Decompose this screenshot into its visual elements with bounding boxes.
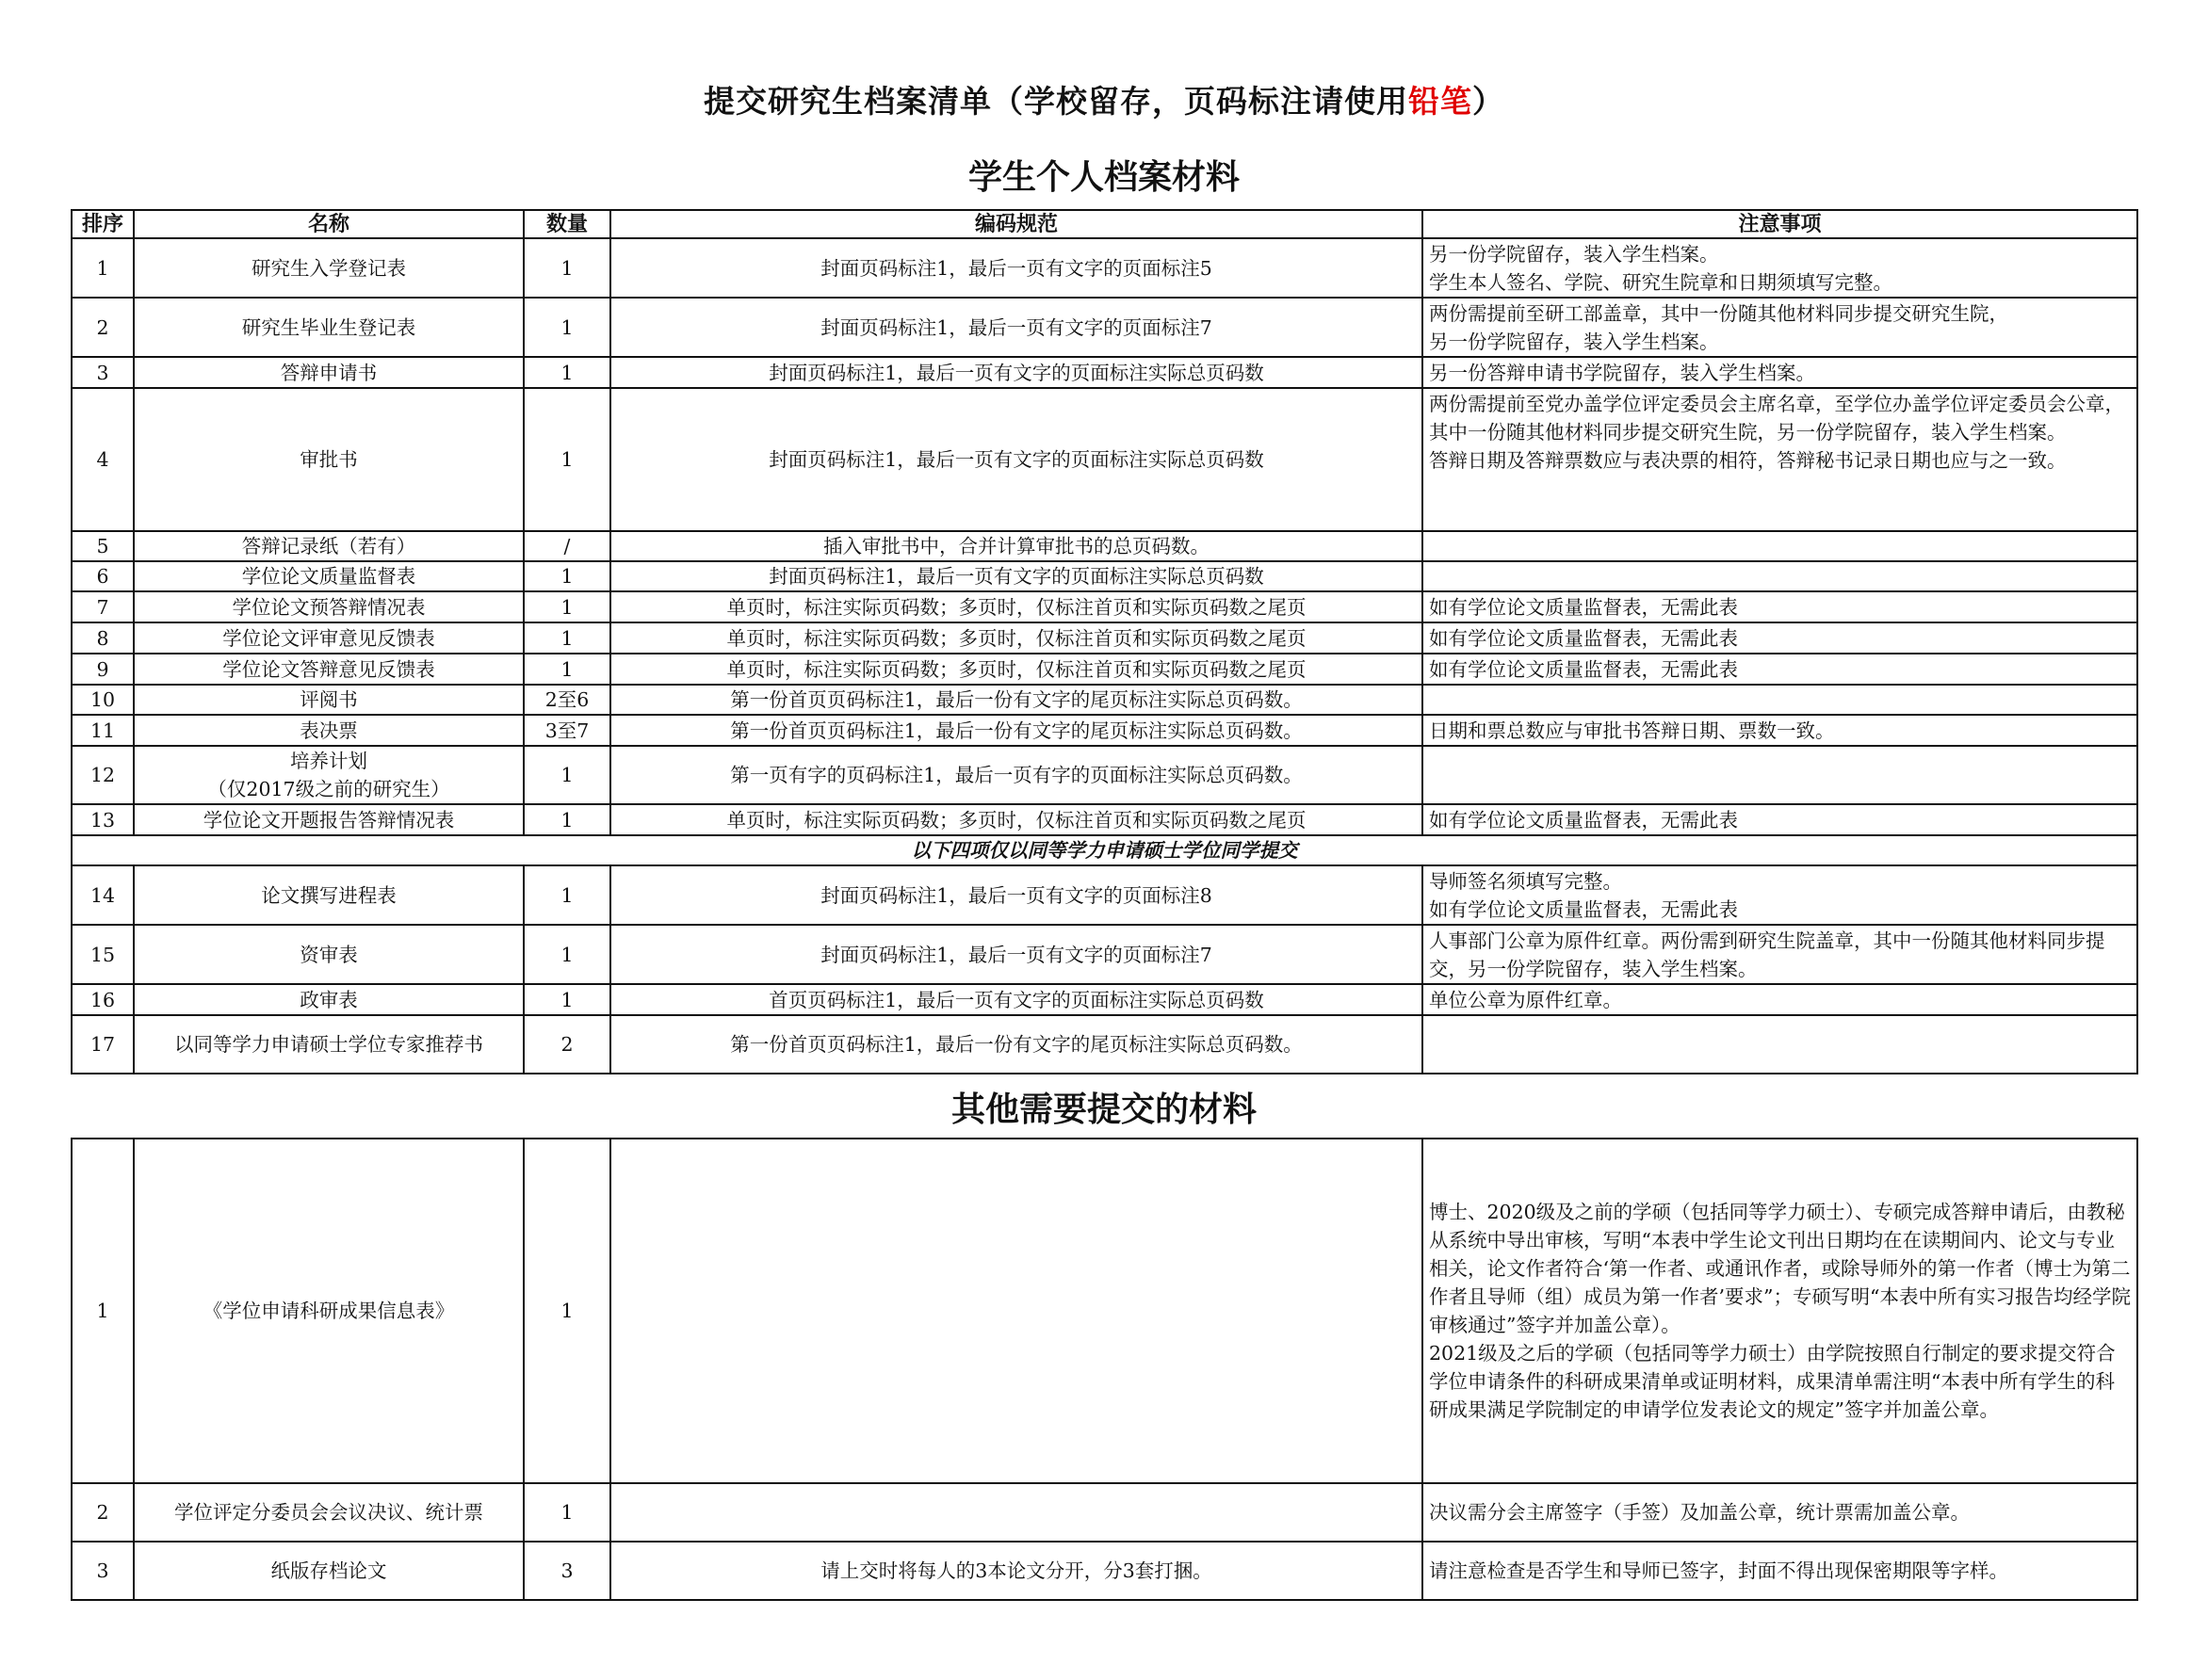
row-notes: 决议需分会主席签字（手签）及加盖公章，统计票需加盖公章。	[1422, 1483, 2137, 1542]
row-coding-rule: 封面页码标注1，最后一页有文字的页面标注7	[610, 298, 1422, 357]
row-notes: 单位公章为原件红章。	[1422, 984, 2137, 1015]
row-number: 11	[72, 715, 134, 746]
row-coding-rule: 第一份首页页码标注1，最后一份有文字的尾页标注实际总页码数。	[610, 715, 1422, 746]
header-qty: 数量	[524, 210, 610, 238]
row-coding-rule: 请上交时将每人的3本论文分开，分3套打捆。	[610, 1542, 1422, 1600]
row-notes	[1422, 531, 2137, 561]
table-row	[72, 591, 2137, 622]
table-row	[72, 685, 2137, 715]
header-name: 名称	[134, 210, 524, 238]
row-number: 5	[72, 531, 134, 561]
row-name: 学位论文质量监督表	[134, 561, 524, 591]
row-coding-rule	[610, 1483, 1422, 1542]
row-coding-rule: 插入审批书中，合并计算审批书的总页码数。	[610, 531, 1422, 561]
row-coding-rule: 单页时，标注实际页码数；多页时，仅标注首页和实际页码数之尾页	[610, 622, 1422, 654]
row-name: 学位论文评审意见反馈表	[134, 622, 524, 654]
table-row	[72, 804, 2137, 835]
row-coding-rule: 单页时，标注实际页码数；多页时，仅标注首页和实际页码数之尾页	[610, 654, 1422, 685]
table-row	[72, 865, 2137, 925]
row-name: 表决票	[134, 715, 524, 746]
row-notes	[1422, 561, 2137, 591]
row-number: 14	[72, 865, 134, 925]
row-notes: 另一份学院留存，装入学生档案。 学生本人签名、学院、研究生院章和日期须填写完整。	[1422, 238, 2137, 298]
table-row	[72, 746, 2137, 804]
section-heading-other: 其他需要提交的材料	[950, 1090, 1257, 1129]
row-quantity: 1	[524, 622, 610, 654]
row-number: 1	[72, 1139, 134, 1483]
table-header-row	[72, 210, 2137, 238]
row-quantity: 1	[524, 654, 610, 685]
row-name: 学位评定分委员会会议决议、统计票	[134, 1483, 524, 1542]
row-number: 7	[72, 591, 134, 622]
row-name: 答辩记录纸（若有）	[134, 531, 524, 561]
table-row	[72, 654, 2137, 685]
other-materials-table	[71, 1138, 2138, 1601]
equivalent-degree-banner: 以下四项仅以同等学力申请硕士学位同学提交	[72, 835, 2137, 865]
row-quantity: 1	[524, 298, 610, 357]
row-quantity: 1	[524, 388, 610, 531]
row-number: 1	[72, 238, 134, 298]
personal-archive-table	[71, 209, 2138, 1074]
table-row	[72, 388, 2137, 531]
row-number: 2	[72, 1483, 134, 1542]
row-coding-rule: 首页页码标注1，最后一页有文字的页面标注实际总页码数	[610, 984, 1422, 1015]
row-quantity: 1	[524, 804, 610, 835]
row-notes: 两份需提前至党办盖学位评定委员会主席名章，至学位办盖学位评定委员会公章，其中一份随其他材料同步提交研究生院，另一份学院留存，装入学生档案。 答辩日期及答辩票数应与表决票的相符，答辩秘书记录日期也应与之一致。	[1422, 388, 2137, 531]
row-name: 研究生入学登记表	[134, 238, 524, 298]
row-notes: 博士、2020级及之前的学硕（包括同等学力硕士）、专硕完成答辩申请后，由教秘从系统中导出审核，写明“本表中学生论文刊出日期均在在读期间内、论文与专业相关，论文作者符合‘第一作者、或通讯作者，或除导师外的第一作者（博士为第二作者且导师（组）成员为第一作者’要求”；专硕写明“本表中所有实习报告均经学院审核通过”签字并加盖公章）。 2021级及之后的学硕（包括同等学力硕士）由学院按照自行制定的要求提交符合学位申请条件的科研成果清单或证明材料，成果清单需注明“本表中所有学生的科研成果满足学院制定的申请学位发表论文的规定”签字并加盖公章。	[1422, 1139, 2137, 1483]
row-notes: 人事部门公章为原件红章。两份需到研究生院盖章，其中一份随其他材料同步提交，另一份学院留存，装入学生档案。	[1422, 925, 2137, 984]
row-number: 4	[72, 388, 134, 531]
row-number: 3	[72, 357, 134, 388]
row-coding-rule: 单页时，标注实际页码数；多页时，仅标注首页和实际页码数之尾页	[610, 591, 1422, 622]
row-number: 17	[72, 1015, 134, 1074]
row-name: 论文撰写进程表	[134, 865, 524, 925]
table-row	[72, 238, 2137, 298]
row-notes: 导师签名须填写完整。 如有学位论文质量监督表，无需此表	[1422, 865, 2137, 925]
row-name: 学位论文开题报告答辩情况表	[134, 804, 524, 835]
row-quantity: 2至6	[524, 685, 610, 715]
row-notes: 如有学位论文质量监督表，无需此表	[1422, 654, 2137, 685]
row-name: 培养计划 （仅2017级之前的研究生）	[134, 746, 524, 804]
row-number: 12	[72, 746, 134, 804]
table-row	[72, 298, 2137, 357]
row-name: 政审表	[134, 984, 524, 1015]
row-quantity: 1	[524, 357, 610, 388]
row-notes: 请注意检查是否学生和导师已签字，封面不得出现保密期限等字样。	[1422, 1542, 2137, 1600]
row-coding-rule: 单页时，标注实际页码数；多页时，仅标注首页和实际页码数之尾页	[610, 804, 1422, 835]
row-quantity: 1	[524, 746, 610, 804]
table-row	[72, 357, 2137, 388]
header-note: 注意事项	[1422, 210, 2137, 238]
row-notes: 两份需提前至研工部盖章，其中一份随其他材料同步提交研究生院， 另一份学院留存，装入学生档案。	[1422, 298, 2137, 357]
row-quantity: 2	[524, 1015, 610, 1074]
row-quantity: 1	[524, 984, 610, 1015]
header-no: 排序	[72, 210, 134, 238]
row-name: 《学位申请科研成果信息表》	[134, 1139, 524, 1483]
table-row	[72, 1015, 2137, 1074]
row-notes: 日期和票总数应与审批书答辩日期、票数一致。	[1422, 715, 2137, 746]
row-coding-rule: 封面页码标注1，最后一页有文字的页面标注实际总页码数	[610, 357, 1422, 388]
row-number: 16	[72, 984, 134, 1015]
row-notes	[1422, 746, 2137, 804]
table-row	[72, 715, 2137, 746]
table-row	[72, 1542, 2137, 1600]
table-row	[72, 561, 2137, 591]
header-code: 编码规范	[610, 210, 1422, 238]
table-row	[72, 531, 2137, 561]
row-coding-rule: 封面页码标注1，最后一页有文字的页面标注5	[610, 238, 1422, 298]
row-quantity: 3	[524, 1542, 610, 1600]
row-coding-rule: 封面页码标注1，最后一页有文字的页面标注实际总页码数	[610, 561, 1422, 591]
table-row	[72, 1483, 2137, 1542]
row-quantity: 1	[524, 1139, 610, 1483]
row-quantity: /	[524, 531, 610, 561]
row-name: 学位论文预答辩情况表	[134, 591, 524, 622]
row-number: 6	[72, 561, 134, 591]
row-coding-rule: 第一份首页页码标注1，最后一份有文字的尾页标注实际总页码数。	[610, 685, 1422, 715]
page-title: 提交研究生档案清单（学校留存，页码标注请使用铅笔）	[704, 83, 1504, 120]
row-quantity: 3至7	[524, 715, 610, 746]
table-row	[72, 984, 2137, 1015]
row-quantity: 1	[524, 238, 610, 298]
row-notes: 如有学位论文质量监督表，无需此表	[1422, 804, 2137, 835]
row-name: 研究生毕业生登记表	[134, 298, 524, 357]
row-notes: 另一份答辩申请书学院留存，装入学生档案。	[1422, 357, 2137, 388]
row-quantity: 1	[524, 925, 610, 984]
row-name: 学位论文答辩意见反馈表	[134, 654, 524, 685]
section-banner-row	[72, 835, 2137, 865]
row-name: 以同等学力申请硕士学位专家推荐书	[134, 1015, 524, 1074]
row-coding-rule: 封面页码标注1，最后一页有文字的页面标注7	[610, 925, 1422, 984]
section-heading-personal: 学生个人档案材料	[967, 157, 1240, 197]
title-highlight: 铅笔	[1408, 83, 1472, 120]
row-number: 8	[72, 622, 134, 654]
row-name: 纸版存档论文	[134, 1542, 524, 1600]
row-quantity: 1	[524, 865, 610, 925]
row-quantity: 1	[524, 591, 610, 622]
row-coding-rule: 封面页码标注1，最后一页有文字的页面标注实际总页码数	[610, 388, 1422, 531]
table-row	[72, 622, 2137, 654]
row-notes	[1422, 1015, 2137, 1074]
row-name: 评阅书	[134, 685, 524, 715]
row-coding-rule	[610, 1139, 1422, 1483]
row-coding-rule: 第一页有字的页码标注1，最后一页有字的页面标注实际总页码数。	[610, 746, 1422, 804]
row-name: 资审表	[134, 925, 524, 984]
row-quantity: 1	[524, 1483, 610, 1542]
row-number: 2	[72, 298, 134, 357]
row-number: 13	[72, 804, 134, 835]
row-notes	[1422, 685, 2137, 715]
row-name: 答辩申请书	[134, 357, 524, 388]
row-number: 10	[72, 685, 134, 715]
row-number: 15	[72, 925, 134, 984]
row-notes: 如有学位论文质量监督表，无需此表	[1422, 622, 2137, 654]
table-row	[72, 925, 2137, 984]
row-number: 9	[72, 654, 134, 685]
row-quantity: 1	[524, 561, 610, 591]
row-coding-rule: 第一份首页页码标注1，最后一份有文字的尾页标注实际总页码数。	[610, 1015, 1422, 1074]
row-coding-rule: 封面页码标注1，最后一页有文字的页面标注8	[610, 865, 1422, 925]
row-name: 审批书	[134, 388, 524, 531]
table-row	[72, 1139, 2137, 1483]
row-number: 3	[72, 1542, 134, 1600]
row-notes: 如有学位论文质量监督表，无需此表	[1422, 591, 2137, 622]
